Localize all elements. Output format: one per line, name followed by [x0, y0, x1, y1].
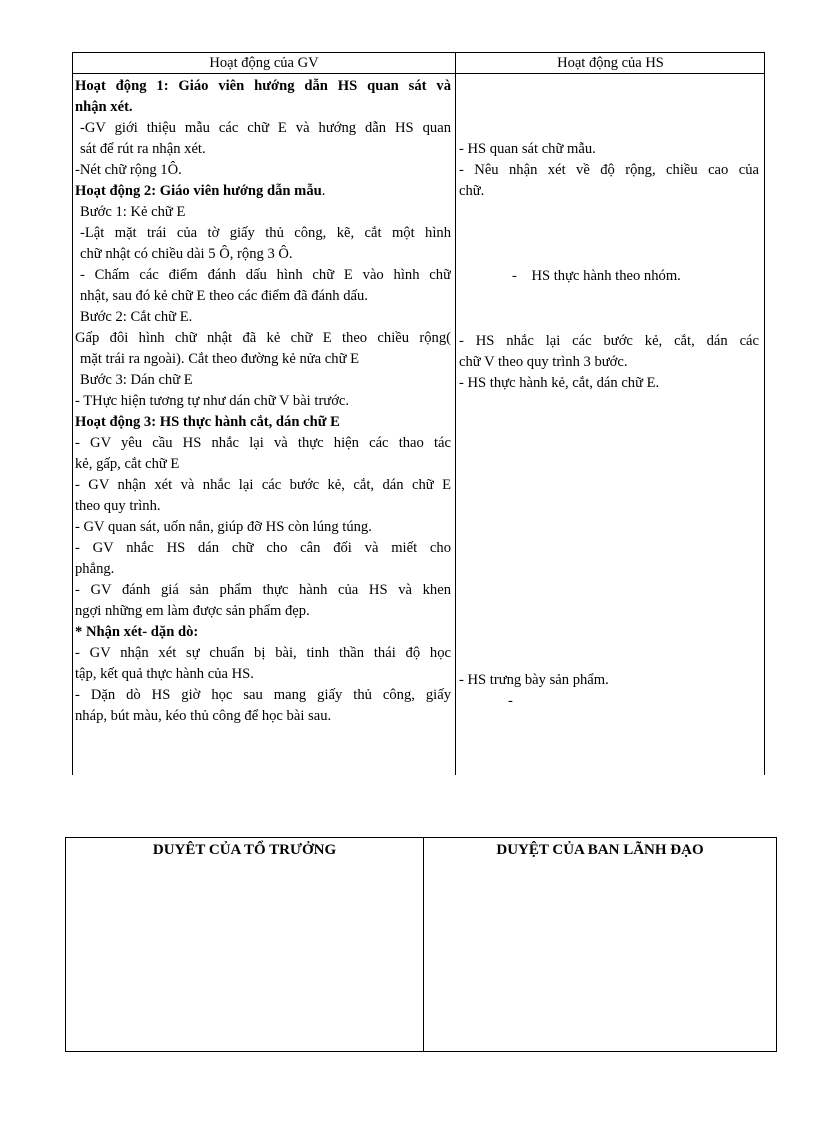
step-1-label: Bước 1: Kẻ chữ E — [80, 204, 186, 220]
teacher-text-line: nhật, sau đó kẻ chữ E theo các điểm đã đánh dấu. — [80, 288, 368, 304]
student-text-line: - HS trưng bày sản phẩm. — [459, 672, 609, 688]
activity-1-title-cont: nhận xét. — [75, 99, 133, 115]
student-text-line: - Nêu nhận xét về độ rộng, chiều cao của — [459, 162, 759, 178]
teacher-text-line: ngợi những em làm được sản phẩm đẹp. — [75, 603, 310, 619]
student-text-line: - HS thực hành kẻ, cắt, dán chữ E. — [459, 375, 660, 391]
header-student-activity: Hoạt động của HS — [557, 55, 664, 71]
header-teacher-activity: Hoạt động của GV — [209, 55, 319, 71]
teacher-text-line: nháp, bút màu, kéo thủ công để học bài sau. — [75, 708, 332, 724]
approval-department-head: DUYÊT CỦA TỔ TRƯỞNG — [66, 838, 424, 1051]
teacher-text-line: - THực hiện tương tự như dán chữ V bài trước. — [75, 393, 350, 409]
student-text-line: chữ V theo quy trình 3 bước. — [459, 354, 628, 370]
activity-2-title-line — [75, 181, 451, 202]
teacher-text-line: -GV giới thiệu mẫu các chữ E và hướng dẫn HS quan — [80, 120, 451, 136]
teacher-text-line: - GV quan sát, uốn nắn, giúp đỡ HS còn lúng túng. — [75, 519, 372, 535]
activity-3-title: Hoạt động 3: HS thực hành cắt, dán chữ E — [75, 414, 340, 430]
teacher-activity-cell — [72, 74, 456, 727]
step-3-label: Bước 3: Dán chữ E — [80, 372, 193, 388]
teacher-text-line: Gấp đôi hình chữ nhật đã kẻ chữ E theo chiều rộng( — [75, 330, 451, 346]
student-activity-cell — [456, 74, 765, 774]
teacher-text-line: kẻ, gấp, cắt chữ E — [75, 456, 180, 472]
lesson-activity-table — [72, 52, 765, 775]
activity-2-title-period: . — [321, 183, 326, 199]
student-text-line: - HS quan sát chữ mẫu. — [459, 141, 596, 157]
teacher-text-line: - GV yêu cầu HS nhắc lại và thực hiện các thao tác — [75, 435, 451, 451]
teacher-text-line: -Nét chữ rộng 1Ô. — [75, 162, 182, 178]
teacher-text-line: - GV đánh giá sản phẩm thực hành của HS và khen — [75, 582, 451, 598]
activity-1-title: Hoạt động 1: Giáo viên hướng dẫn HS quan sát và — [75, 78, 451, 94]
student-text-line: chữ. — [459, 183, 485, 199]
approval-board-of-directors: DUYỆT CỦA BAN LÃNH ĐẠO — [496, 842, 704, 858]
step-2-label: Bước 2: Cắt chữ E. — [80, 309, 193, 325]
teacher-text-line: - GV nhận xét sự chuẩn bị bài, tinh thần thái độ học — [75, 645, 451, 661]
teacher-text-line: - GV nhắc HS dán chữ cho cân đối và miết cho — [75, 540, 451, 556]
approval-table — [65, 837, 777, 1052]
summary-title: * Nhận xét- dặn dò: — [75, 624, 199, 640]
teacher-text-line: phẳng. — [75, 561, 115, 577]
student-text-line: - HS thực hành theo nhóm. — [512, 268, 681, 284]
teacher-text-line: - GV nhận xét và nhắc lại các bước kẻ, cắt, dán chữ E — [75, 477, 451, 493]
teacher-text-line: -Lật mặt trái của tờ giấy thủ công, kẽ, cắt một hình — [80, 225, 451, 241]
student-text-line: - — [508, 693, 513, 709]
teacher-text-line: chữ nhật có chiều dài 5 Ô, rộng 3 Ô. — [80, 246, 293, 262]
teacher-text-line: tập, kết quả thực hành của HS. — [75, 666, 254, 682]
teacher-text-line: - Dặn dò HS giờ học sau mang giấy thủ công, giấy — [75, 687, 451, 703]
table-header-row — [72, 52, 765, 74]
activity-2-title: Hoạt động 2: Giáo viên hướng dẫn mẫu — [75, 183, 322, 199]
teacher-text-line: - Chấm các điểm đánh dấu hình chữ E vào hình chữ — [80, 267, 451, 283]
teacher-text-line: sát để rút ra nhận xét. — [80, 141, 206, 157]
teacher-text-line: theo quy trình. — [75, 498, 161, 514]
student-text-line: - HS nhắc lại các bước kẻ, cắt, dán các — [459, 333, 759, 349]
teacher-text-line: mặt trái ra ngoài). Cắt theo đường kẻ nửa chữ E — [80, 351, 360, 367]
